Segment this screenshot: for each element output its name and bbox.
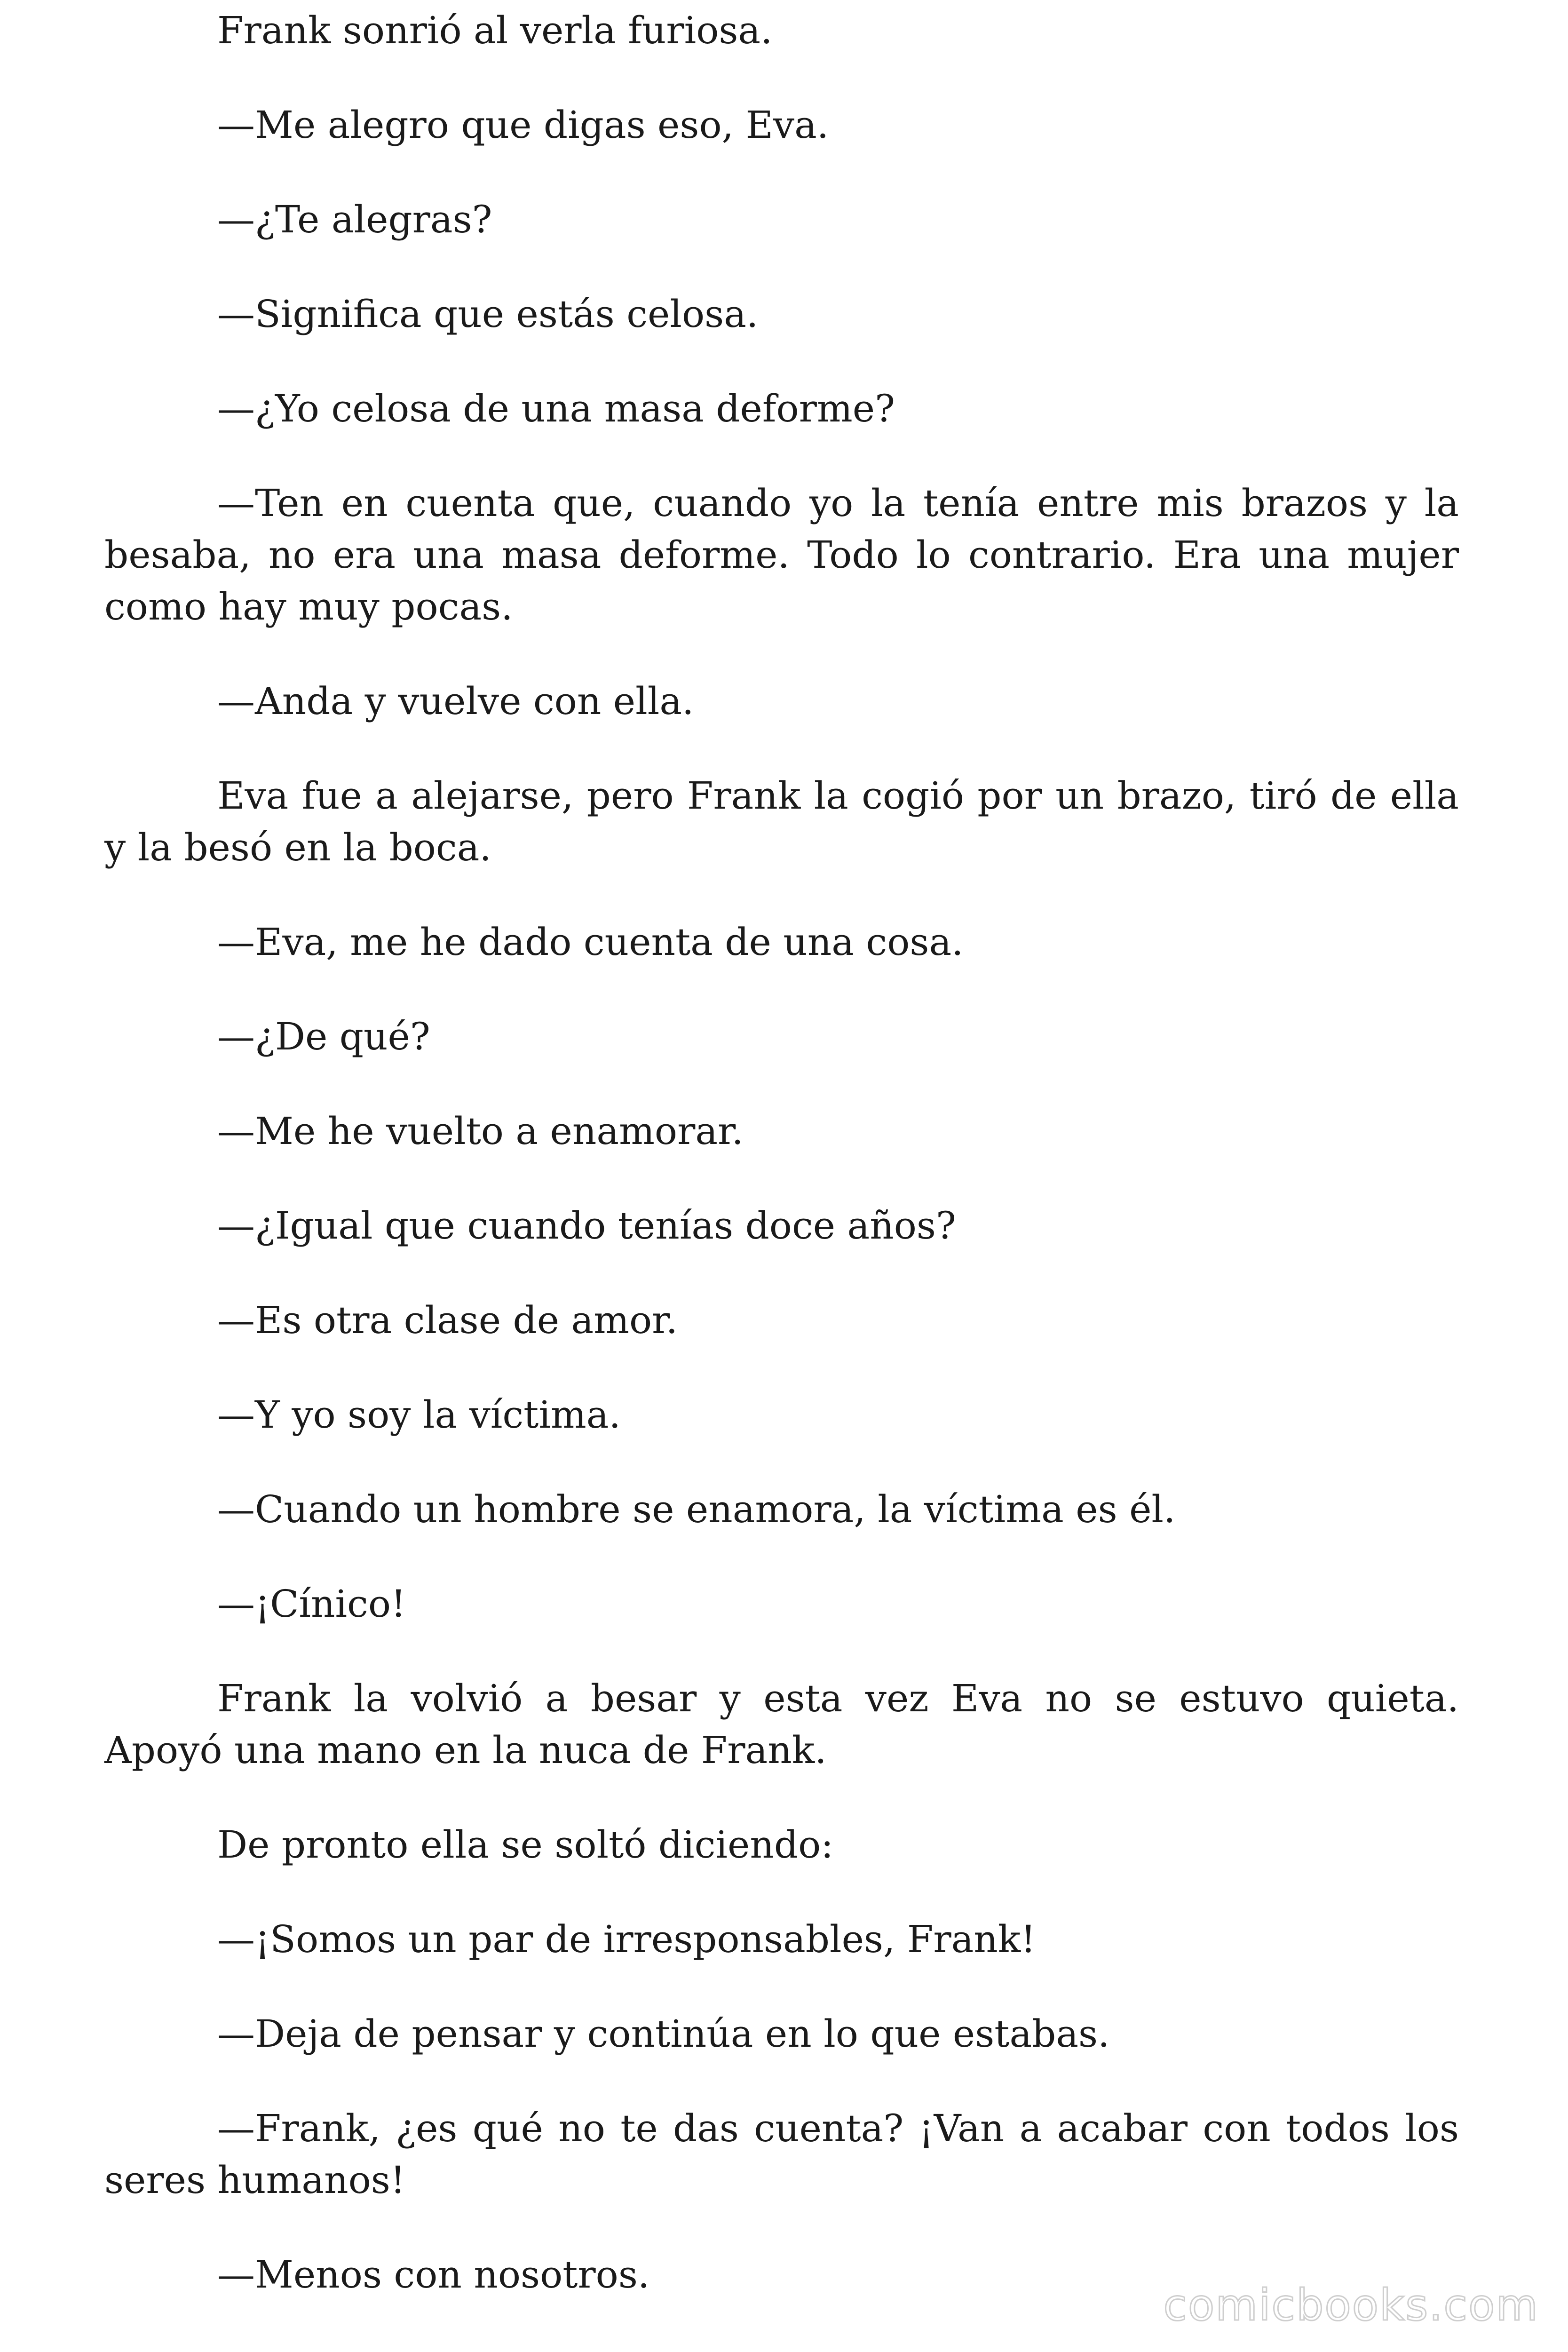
paragraph: —Significa que estás celosa. xyxy=(217,292,759,336)
paragraph: —Ten en cuenta que, cuando yo la tenía entre mis brazos y la besaba, no era una masa deforme. Todo lo contrario. Era una mujer como hay muy pocas. xyxy=(104,481,1459,628)
body-text xyxy=(104,5,1459,2301)
paragraph: —Menos con nosotros. xyxy=(217,2253,650,2296)
paragraph: —Es otra clase de amor. xyxy=(217,1298,678,1342)
paragraph: —Y yo soy la víctima. xyxy=(217,1393,621,1437)
paragraph: —¡Somos un par de irresponsables, Frank! xyxy=(217,1917,1036,1961)
paragraph: Frank sonrió al verla furiosa. xyxy=(217,8,773,52)
paragraph: —Frank, ¿es qué no te das cuenta? ¡Van a acabar con todos los seres humanos! xyxy=(104,2106,1459,2202)
paragraph: —Me alegro que digas eso, Eva. xyxy=(217,103,829,147)
paragraph: —¿Te alegras? xyxy=(217,198,492,241)
paragraph: Frank la volvió a besar y esta vez Eva no se estuvo quieta. Apoyó una mano en la nuca de Frank. xyxy=(104,1677,1459,1772)
watermark: comicbooks.com xyxy=(1163,2280,1539,2330)
paragraph: —¿De qué? xyxy=(217,1015,430,1058)
paragraph: —Anda y vuelve con ella. xyxy=(217,679,694,723)
paragraph: De pronto ella se soltó diciendo: xyxy=(217,1823,834,1867)
paragraph: Eva fue a alejarse, pero Frank la cogió por un brazo, tiró de ella y la besó en la boca. xyxy=(104,774,1459,869)
paragraph: —¡Cínico! xyxy=(217,1582,406,1626)
paragraph: —¿Yo celosa de una masa deforme? xyxy=(217,387,895,430)
paragraph: —¿Igual que cuando tenías doce años? xyxy=(217,1204,956,1248)
paragraph: —Deja de pensar y continúa en lo que estabas. xyxy=(217,2012,1110,2056)
paragraph: —Eva, me he dado cuenta de una cosa. xyxy=(217,920,964,964)
paragraph: —Cuando un hombre se enamora, la víctima es él. xyxy=(217,1487,1176,1531)
paragraph: —Me he vuelto a enamorar. xyxy=(217,1109,744,1153)
